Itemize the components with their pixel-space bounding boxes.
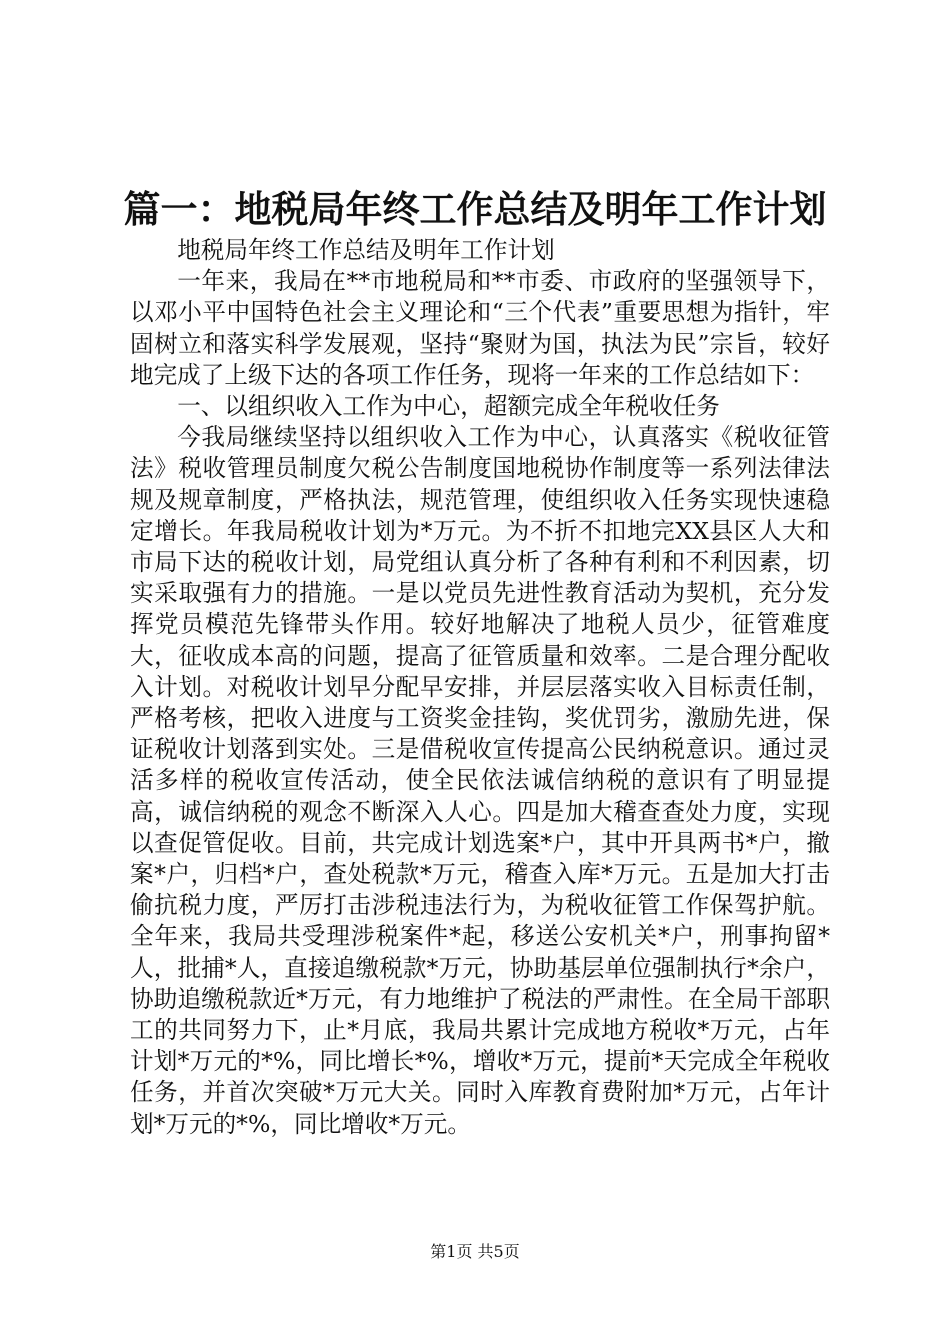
- page-footer: 第1页 共5页: [430, 1242, 520, 1261]
- subtitle-paragraph: 地税局年终工作总结及明年工作计划: [177, 236, 555, 264]
- intro-paragraph: 一年来，我局在**市地税局和**市委、市政府的坚强领导下，以邓小平中国特色社会主义理论和“三个代表”重要思想为指针，牢固树立和落实科学发展观，坚持“聚财为国，执法为民”宗旨，较好地完成了上级下达的各项工作任务，现将一年来的工作总结如下：: [130, 267, 830, 389]
- page-title: 篇一：地税局年终工作总结及明年工作计划: [123, 187, 827, 231]
- document-body: [130, 235, 830, 1140]
- section-heading: 一、以组织收入工作为中心，超额完成全年税收任务: [177, 392, 720, 421]
- content-paragraph: 今我局继续坚持以组织收入工作为中心，认真落实《税收征管法》税收管理员制度欠税公告制度国地税协作制度等一系列法律法规及规章制度，严格执法，规范管理，使组织收入任务实现快速稳定增长。年我局税收计划为*万元。为不折不扣地完XX县区人大和市局下达的税收计划，局党组认真分析了各种有利和不利因素，切实采取强有力的措施。一是以党员先进性教育活动为契机，充分发挥党员模范先锋带头作用。较好地解决了地税人员少，征管难度大，征收成本高的问题，提高了征管质量和效率。二是合理分配收入计划。对税收计划早分配早安排，并层层落实收入目标责任制，严格考核，把收入进度与工资奖金挂钩，奖优罚劣，激励先进，保证税收计划落到实处。三是借税收宣传提高公民纳税意识。通过灵活多样的税收宣传活动，使全民依法诚信纳税的意识有了明显提高，诚信纳税的观念不断深入人心。四是加大稽查查处力度，实现以查促管促收。目前，共完成计划选案*户，其中开具两书*户，撤案*户，归档*户，查处税款*万元，稽查入库*万元。五是加大打击偷抗税力度，严厉打击涉税违法行为，为税收征管工作保驾护航。全年来，我局共受理涉税案件*起，移送公安机关*户，刑事拘留*人，批捕*人，直接追缴税款*万元，协助基层单位强制执行*余户，协助追缴税款近*万元，有力地维护了税法的严肃性。在全局干部职工的共同努力下，止*月底，我局共累计完成地方税收*万元，占年计划*万元的*%，同比增长*%，增收*万元，提前*天完成全年税收任务，并首次突破*万元大关。同时入库教育费附加*万元，占年计划*万元的*%，同比增收*万元。: [130, 423, 830, 1138]
